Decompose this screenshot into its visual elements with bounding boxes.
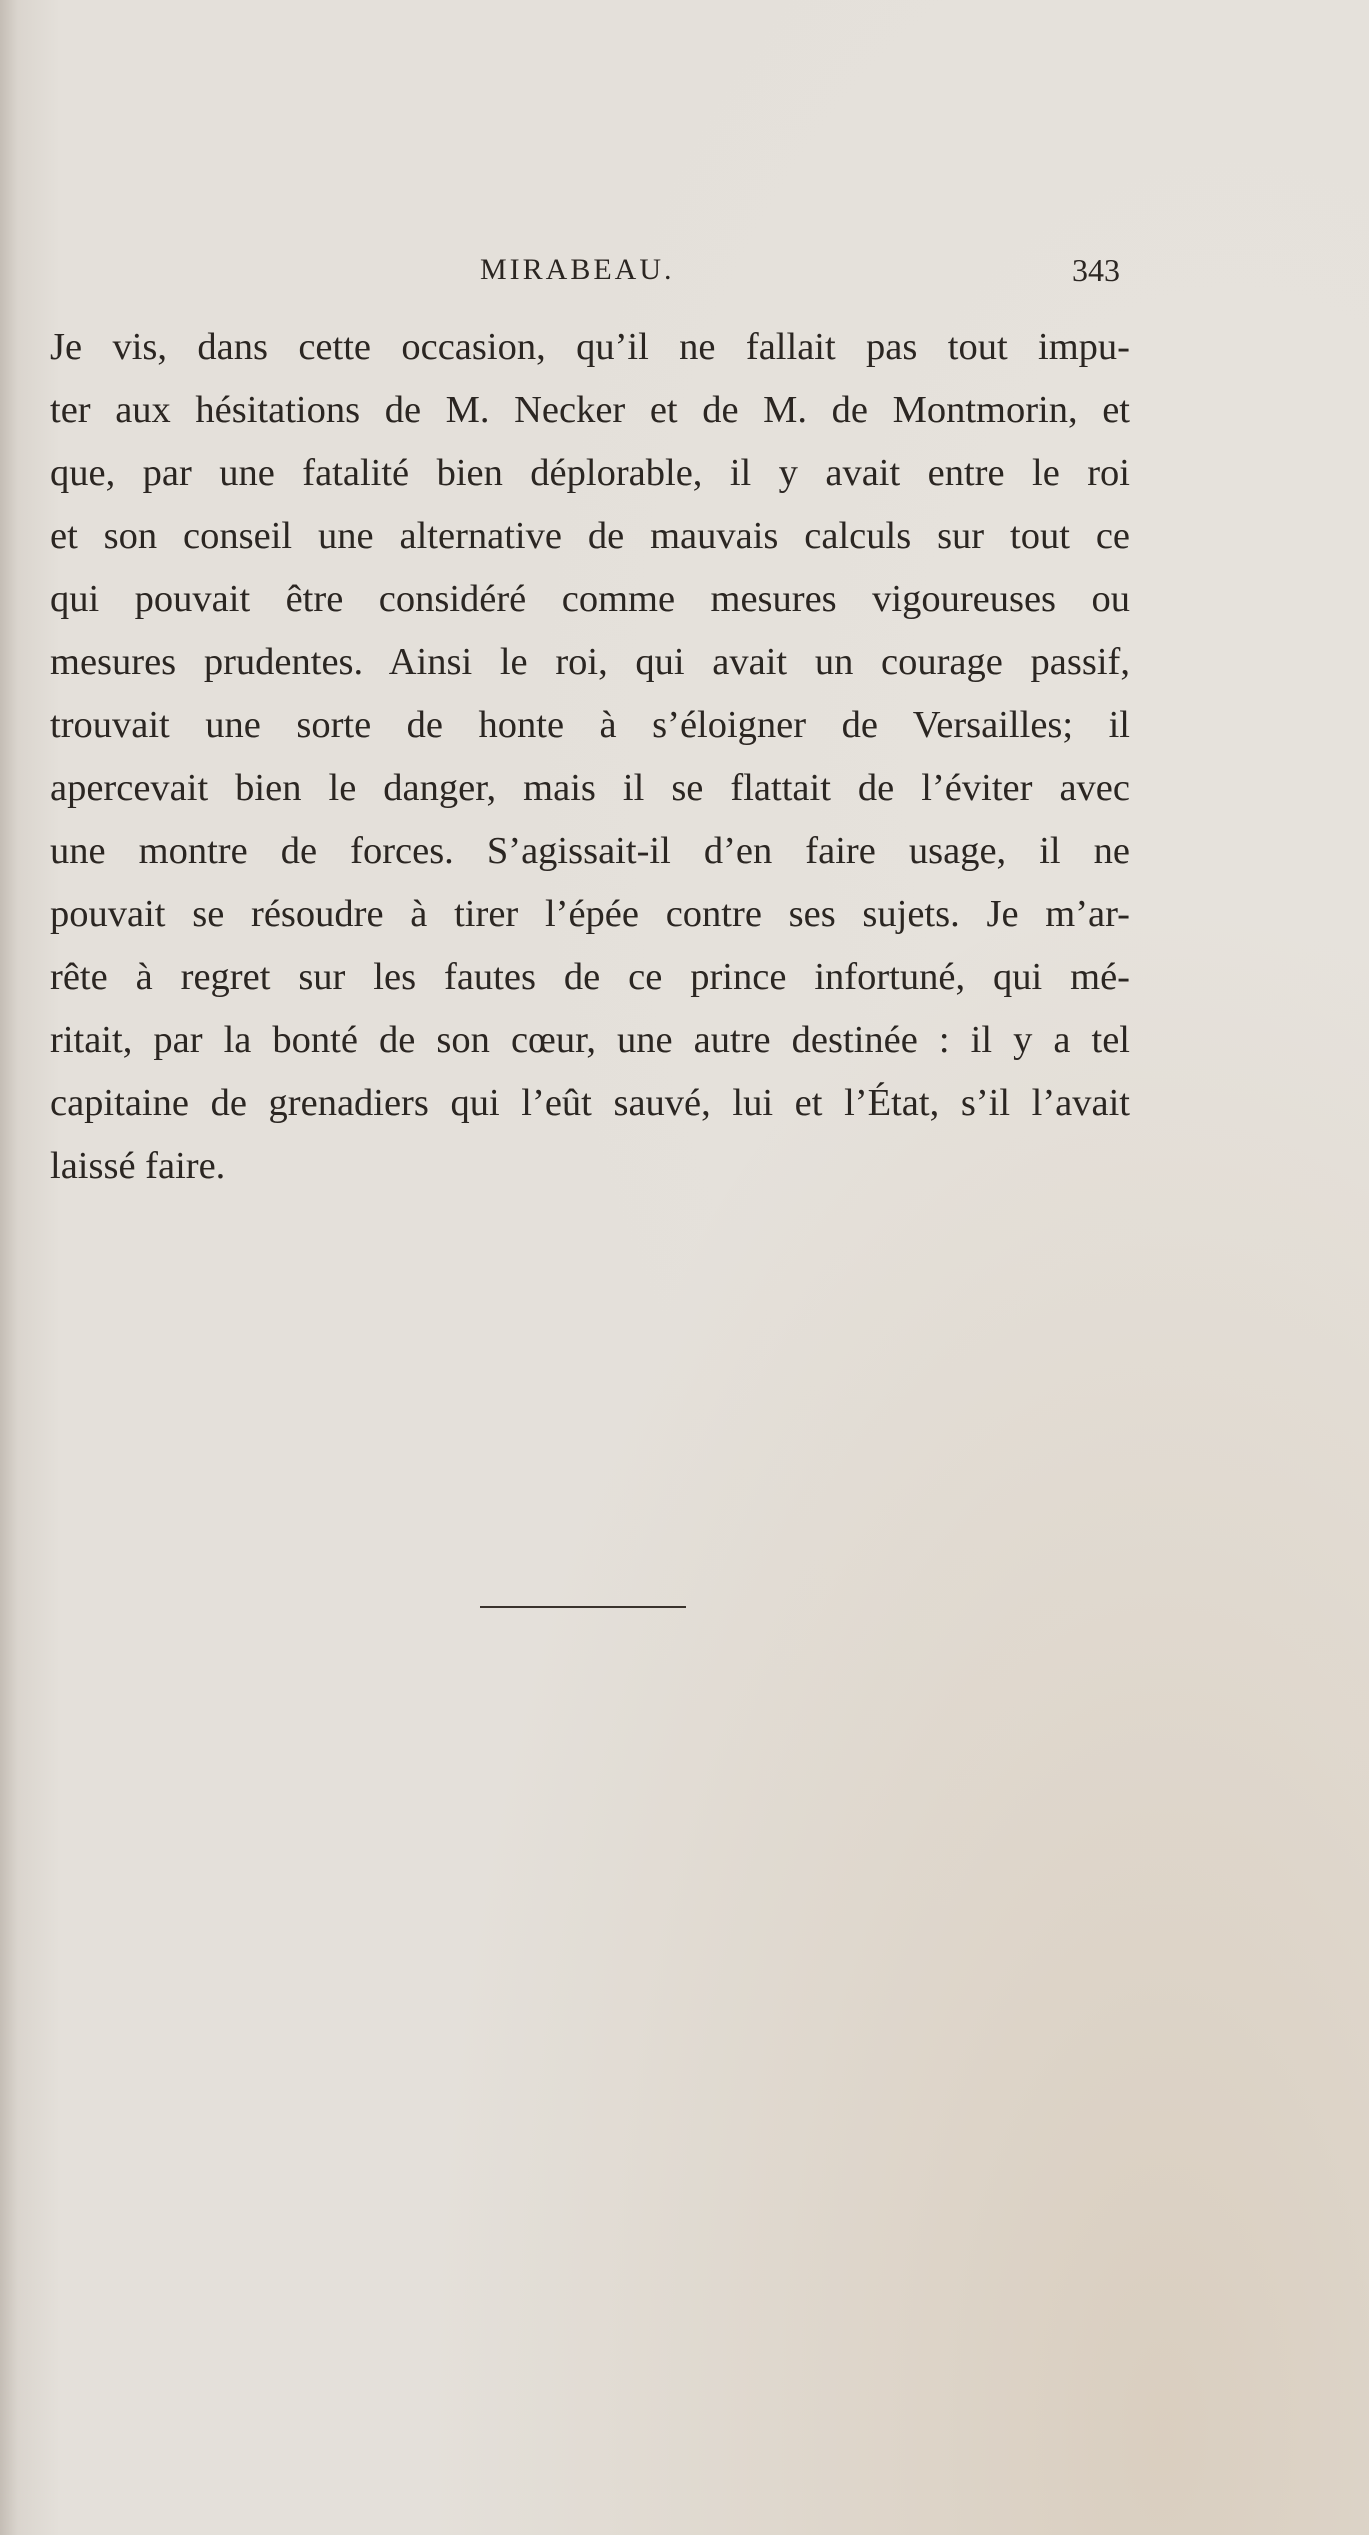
text-line: ter aux hésitations de M. Necker et de M. de Montmorin, et bbox=[50, 389, 1130, 431]
running-title: MIRABEAU. bbox=[480, 253, 675, 286]
text-line: pouvait se résoudre à tirer l’épée contre ses sujets. Je m’ar- bbox=[50, 893, 1130, 935]
text-line: laissé faire. bbox=[50, 1145, 226, 1187]
text-line: ritait, par la bonté de son cœur, une autre destinée : il y a tel bbox=[50, 1019, 1130, 1061]
text-line: mesures prudentes. Ainsi le roi, qui avait un courage passif, bbox=[50, 641, 1130, 683]
page-number: 343 bbox=[1072, 252, 1120, 288]
text-line: qui pouvait être considéré comme mesures vigoureuses ou bbox=[50, 578, 1130, 620]
text-line: que, par une fatalité bien déplorable, il y avait entre le roi bbox=[50, 452, 1130, 494]
text-line: Je vis, dans cette occasion, qu’il ne fallait pas tout impu- bbox=[50, 326, 1130, 368]
text-line: rête à regret sur les fautes de ce prince infortuné, qui mé- bbox=[50, 956, 1130, 998]
section-divider-rule bbox=[480, 1606, 686, 1608]
text-line: et son conseil une alternative de mauvais calculs sur tout ce bbox=[50, 515, 1130, 557]
body-paragraph bbox=[50, 316, 1130, 1198]
running-head bbox=[0, 250, 1369, 290]
text-line: capitaine de grenadiers qui l’eût sauvé, lui et l’État, s’il l’avait bbox=[50, 1082, 1130, 1124]
text-line: apercevait bien le danger, mais il se flattait de l’éviter avec bbox=[50, 767, 1130, 809]
text-line: une montre de forces. S’agissait-il d’en faire usage, il ne bbox=[50, 830, 1130, 872]
text-line: trouvait une sorte de honte à s’éloigner de Versailles; il bbox=[50, 704, 1130, 746]
